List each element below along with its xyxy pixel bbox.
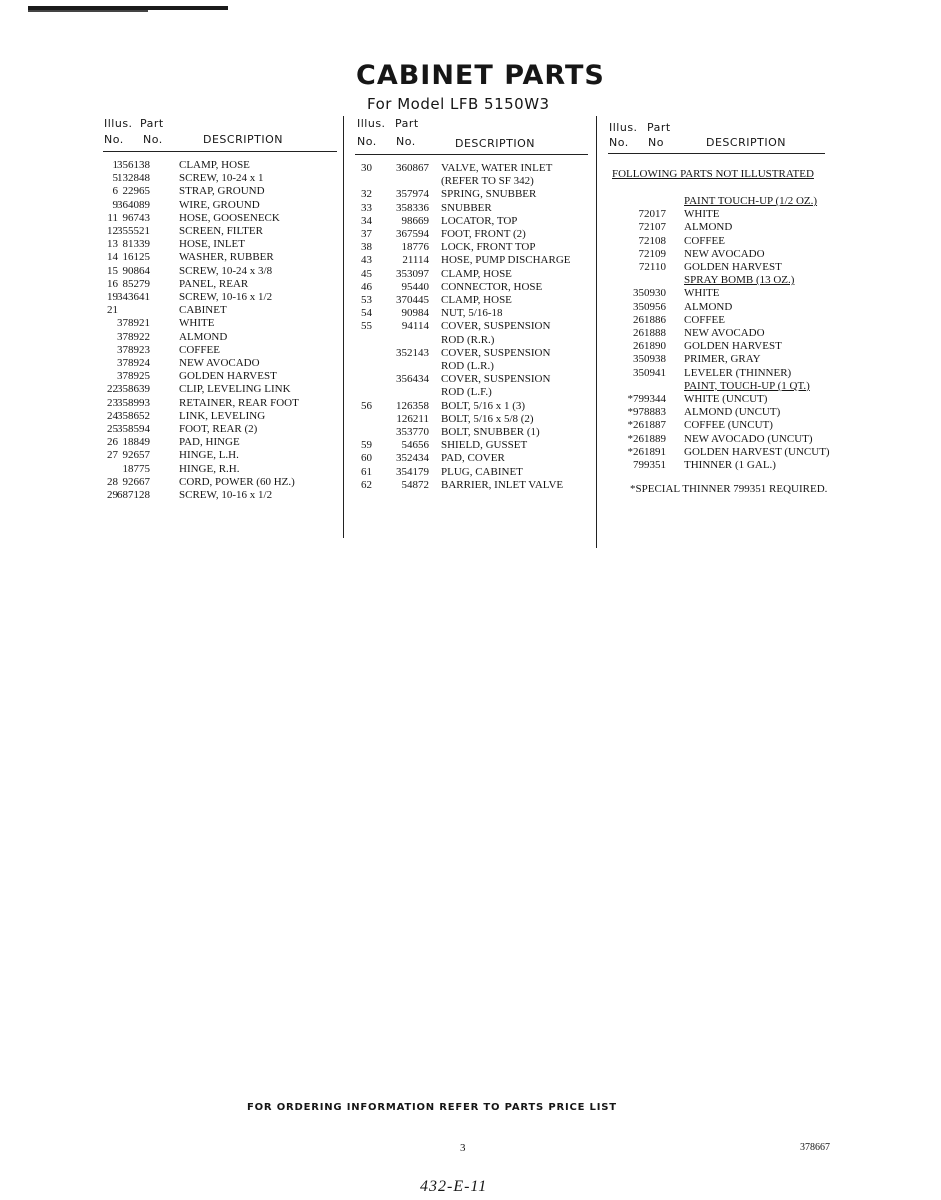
part-description: CLIP, LEVELING LINK — [179, 383, 291, 396]
part-no: *261887 — [627, 419, 666, 432]
part-description: NEW AVOCADO — [684, 327, 765, 339]
col1-header-illus: Illus. — [104, 117, 133, 130]
part-description: ALMOND — [684, 221, 733, 234]
part-description: GOLDEN HARVEST — [179, 370, 277, 383]
part-no: 350938 — [633, 353, 666, 366]
part-description: HOSE, GOOSENECK — [179, 211, 280, 224]
col1-header-no: No. — [104, 133, 124, 146]
part-no: 350930 — [633, 287, 666, 300]
illus-no: 22 — [107, 383, 118, 396]
part-description: COFFEE — [684, 234, 725, 247]
part-description: COVER, SUSPENSION — [441, 346, 551, 359]
illus-no: 25 — [107, 423, 118, 435]
part-description: LEVELER (THINNER) — [684, 366, 792, 379]
part-description: HOSE, PUMP DISCHARGE — [441, 254, 571, 267]
part-no: 352143 — [396, 346, 429, 359]
part-description: BOLT, SNUBBER (1) — [441, 426, 540, 438]
part-description: PAINT, TOUCH-UP (1 QT.) — [684, 379, 810, 392]
part-no: 355521 — [117, 225, 150, 237]
part-no: 367594 — [396, 228, 429, 240]
illus-no: 9 — [112, 198, 118, 211]
part-description: BOLT, 5/16 x 5/8 (2) — [441, 412, 534, 425]
part-description: CLAMP, HOSE — [441, 267, 512, 280]
col2-header-rule — [355, 154, 588, 155]
part-description: COFFEE — [684, 313, 725, 326]
part-no: 352434 — [396, 452, 429, 465]
part-description: GOLDEN HARVEST — [684, 340, 782, 353]
part-no: 98669 — [401, 214, 429, 227]
illus-no: 54 — [361, 307, 372, 320]
page-number: 3 — [460, 1142, 466, 1154]
part-no: 358336 — [396, 201, 429, 214]
illus-no: 5 — [112, 172, 118, 185]
part-no: 261886 — [633, 313, 666, 326]
part-no: *978883 — [627, 406, 666, 419]
part-no: 353770 — [396, 426, 429, 438]
part-description: NEW AVOCADO (UNCUT) — [684, 432, 813, 445]
col3-header-no2: No — [648, 136, 664, 149]
column-divider-1 — [343, 116, 344, 538]
part-description: PAD, HINGE — [179, 436, 240, 449]
part-no: 353097 — [396, 267, 429, 280]
illus-no: 1 — [112, 159, 118, 171]
part-no: 378921 — [117, 317, 150, 330]
part-description: CONNECTOR, HOSE — [441, 280, 543, 293]
illus-no: 45 — [361, 267, 372, 280]
part-no: 72017 — [638, 208, 666, 221]
part-description: GOLDEN HARVEST (UNCUT) — [684, 445, 830, 458]
part-no: 358594 — [117, 423, 150, 435]
part-no: 18775 — [122, 462, 150, 475]
part-no: 378925 — [117, 370, 150, 383]
part-description: SPRAY BOMB (13 OZ.) — [684, 274, 795, 287]
part-no: 18849 — [122, 436, 150, 449]
part-description: WHITE (UNCUT) — [684, 393, 768, 405]
illus-no: 60 — [361, 452, 372, 465]
part-no: 132848 — [117, 172, 150, 185]
part-description: HOSE, INLET — [179, 238, 245, 251]
part-no: 85279 — [122, 277, 150, 290]
part-no: 72110 — [638, 261, 666, 273]
part-description: WHITE — [684, 208, 720, 221]
part-description: LOCK, FRONT TOP — [441, 241, 536, 254]
part-no: 72109 — [638, 247, 666, 260]
part-no: *261891 — [627, 445, 666, 458]
part-description: COFFEE (UNCUT) — [684, 419, 773, 432]
part-description: ROD (R.R.) — [441, 333, 495, 346]
part-no: 378922 — [117, 330, 150, 343]
part-description: WIRE, GROUND — [179, 198, 260, 211]
part-description: PAD, COVER — [441, 452, 505, 465]
part-description: ROD (L.F.) — [441, 386, 492, 399]
part-description: SCREEN, FILTER — [179, 225, 263, 237]
part-description: ALMOND — [179, 330, 228, 343]
part-description: SPRING, SNUBBER — [441, 188, 537, 201]
col2-header-illus: Illus. — [357, 117, 386, 130]
part-description: ALMOND — [684, 300, 733, 313]
part-description: CORD, POWER (60 HZ.) — [179, 475, 295, 488]
part-no: *799344 — [627, 393, 666, 405]
part-no: 356434 — [396, 373, 429, 386]
part-description: ALMOND (UNCUT) — [684, 406, 781, 419]
column-divider-2 — [596, 116, 597, 548]
col1-header-rule — [103, 151, 337, 152]
illus-no: 56 — [361, 399, 372, 412]
illus-no: 13 — [107, 238, 118, 251]
illus-no: 28 — [107, 475, 118, 488]
part-description: CLAMP, HOSE — [441, 294, 512, 306]
part-no: 364089 — [117, 198, 150, 211]
part-no: 360867 — [396, 162, 429, 174]
illus-no: 33 — [361, 201, 372, 214]
col3-section-heading: FOLLOWING PARTS NOT ILLUSTRATED — [612, 168, 814, 180]
part-description: HINGE, L.H. — [179, 449, 239, 462]
part-description: SCREW, 10-24 x 1 — [179, 172, 264, 185]
part-no: 90984 — [401, 307, 429, 320]
illus-no: 43 — [361, 254, 372, 267]
part-no: 357974 — [396, 188, 429, 201]
part-description: HINGE, R.H. — [179, 462, 240, 475]
page-title: CABINET PARTS — [356, 60, 605, 91]
illus-no: 24 — [107, 409, 118, 422]
part-no: 18776 — [401, 241, 429, 254]
part-no: 72108 — [638, 234, 666, 247]
part-no: 799351 — [633, 459, 666, 471]
illus-no: 62 — [361, 478, 372, 491]
part-no: 92657 — [122, 449, 150, 462]
col3-header-description: DESCRIPTION — [706, 136, 786, 149]
part-description: LOCATOR, TOP — [441, 214, 518, 227]
ordering-info-footer: FOR ORDERING INFORMATION REFER TO PARTS PRICE LIST — [247, 1102, 617, 1113]
part-description: ROD (L.R.) — [441, 360, 494, 372]
col1-header-description: DESCRIPTION — [203, 133, 283, 146]
illus-no: 34 — [361, 214, 372, 227]
part-description: COFFEE — [179, 343, 220, 356]
part-no: 350941 — [633, 366, 666, 379]
part-description: PAINT TOUCH-UP (1/2 OZ.) — [684, 195, 818, 207]
part-no: 356138 — [117, 159, 150, 171]
part-description: RETAINER, REAR FOOT — [179, 396, 299, 409]
illus-no: 15 — [107, 264, 118, 277]
part-no: 126358 — [396, 399, 429, 412]
part-no: 54872 — [401, 478, 429, 491]
col2-header-no2: No. — [396, 135, 416, 148]
part-no: 16125 — [122, 251, 150, 264]
part-no: 21114 — [402, 254, 429, 267]
col1-header-part: Part — [140, 117, 164, 130]
illus-no: 19 — [107, 291, 118, 303]
col2-header-no: No. — [357, 135, 377, 148]
part-description: SNUBBER — [441, 201, 492, 214]
col3-header-no: No. — [609, 136, 629, 149]
part-description: WASHER, RUBBER — [179, 251, 274, 264]
part-description: SCREW, 10-16 x 1/2 — [179, 489, 273, 501]
part-description: SHIELD, GUSSET — [441, 439, 528, 452]
illus-no: 55 — [361, 320, 372, 333]
part-description: PANEL, REAR — [179, 277, 249, 290]
part-description: (REFER TO SF 342) — [441, 175, 534, 188]
part-no: 370445 — [396, 294, 429, 306]
part-description: LINK, LEVELING — [179, 409, 266, 422]
part-description: CLAMP, HOSE — [179, 159, 250, 171]
part-description: BARRIER, INLET VALVE — [441, 478, 564, 491]
illus-no: 32 — [361, 188, 372, 201]
part-no: 378923 — [117, 343, 150, 356]
illus-no: 29 — [107, 489, 118, 501]
part-description: CABINET — [179, 304, 227, 317]
top-edge-mark-underline — [28, 10, 148, 12]
col2-header-part: Part — [395, 117, 419, 130]
part-description: PRIMER, GRAY — [684, 353, 761, 366]
part-description: STRAP, GROUND — [179, 185, 265, 198]
part-description: WHITE — [179, 317, 215, 330]
part-description: VALVE, WATER INLET — [441, 162, 553, 174]
part-description: FOOT, REAR (2) — [179, 423, 258, 435]
col3-header-illus: Illus. — [609, 121, 638, 134]
illus-no: 30 — [361, 162, 372, 174]
part-no: 261890 — [633, 340, 666, 353]
part-no: 72107 — [638, 221, 666, 234]
illus-no: 26 — [107, 436, 118, 449]
illus-no: 37 — [361, 228, 372, 240]
part-no: 96743 — [122, 211, 150, 224]
part-description: COVER, SUSPENSION — [441, 320, 551, 333]
part-no: 94114 — [401, 320, 429, 333]
part-description: PLUG, CABINET — [441, 465, 523, 478]
part-no: 358993 — [117, 396, 150, 409]
illus-no: 16 — [107, 277, 118, 290]
part-no: 354179 — [396, 465, 429, 478]
illus-no: 21 — [107, 304, 118, 317]
part-no: 95440 — [401, 280, 429, 293]
col3-footnote: *SPECIAL THINNER 799351 REQUIRED. — [630, 483, 828, 495]
part-description: SCREW, 10-16 x 1/2 — [179, 291, 273, 303]
part-description: FOOT, FRONT (2) — [441, 228, 526, 240]
part-no: 92667 — [122, 475, 150, 488]
part-no: 358639 — [117, 383, 150, 396]
col3-header-part: Part — [647, 121, 671, 134]
illus-no: 14 — [107, 251, 118, 264]
part-description: COVER, SUSPENSION — [441, 373, 551, 386]
part-no: 22965 — [122, 185, 150, 198]
part-description: SCREW, 10-24 x 3/8 — [179, 264, 273, 277]
part-description: BOLT, 5/16 x 1 (3) — [441, 399, 526, 412]
illus-no: 53 — [361, 294, 372, 306]
illus-no: 27 — [107, 449, 118, 462]
part-no: 358652 — [117, 409, 150, 422]
part-description: NEW AVOCADO — [684, 247, 765, 260]
part-no: 90864 — [122, 264, 150, 277]
illus-no: 61 — [361, 465, 372, 478]
illus-no: 59 — [361, 439, 372, 452]
illus-no: 46 — [361, 280, 372, 293]
part-no: 126211 — [396, 412, 429, 425]
part-description: NEW AVOCADO — [179, 357, 260, 369]
part-no: 350956 — [633, 300, 666, 313]
handwritten-note: 432-E-11 — [420, 1178, 488, 1195]
part-no: 261888 — [633, 327, 666, 339]
model-subtitle: For Model LFB 5150W3 — [367, 95, 550, 113]
part-description: NUT, 5/16-18 — [441, 307, 503, 320]
part-no: 81339 — [122, 238, 150, 251]
part-description: THINNER (1 GAL.) — [684, 459, 776, 471]
col1-header-no2: No. — [143, 133, 163, 146]
part-no: 378924 — [117, 357, 150, 369]
part-no: *261889 — [627, 432, 666, 445]
part-no: 687128 — [117, 489, 150, 501]
illus-no: 12 — [107, 225, 118, 237]
part-no: 343641 — [117, 291, 150, 303]
document-number: 378667 — [800, 1142, 830, 1153]
illus-no: 6 — [112, 185, 118, 198]
illus-no: 23 — [107, 396, 118, 409]
part-description: GOLDEN HARVEST — [684, 261, 782, 273]
col2-header-description: DESCRIPTION — [455, 137, 535, 150]
part-description: WHITE — [684, 287, 720, 300]
illus-no: 38 — [361, 241, 372, 254]
part-no: 54656 — [401, 439, 429, 452]
illus-no: 11 — [107, 211, 118, 224]
col3-header-rule — [608, 153, 825, 154]
